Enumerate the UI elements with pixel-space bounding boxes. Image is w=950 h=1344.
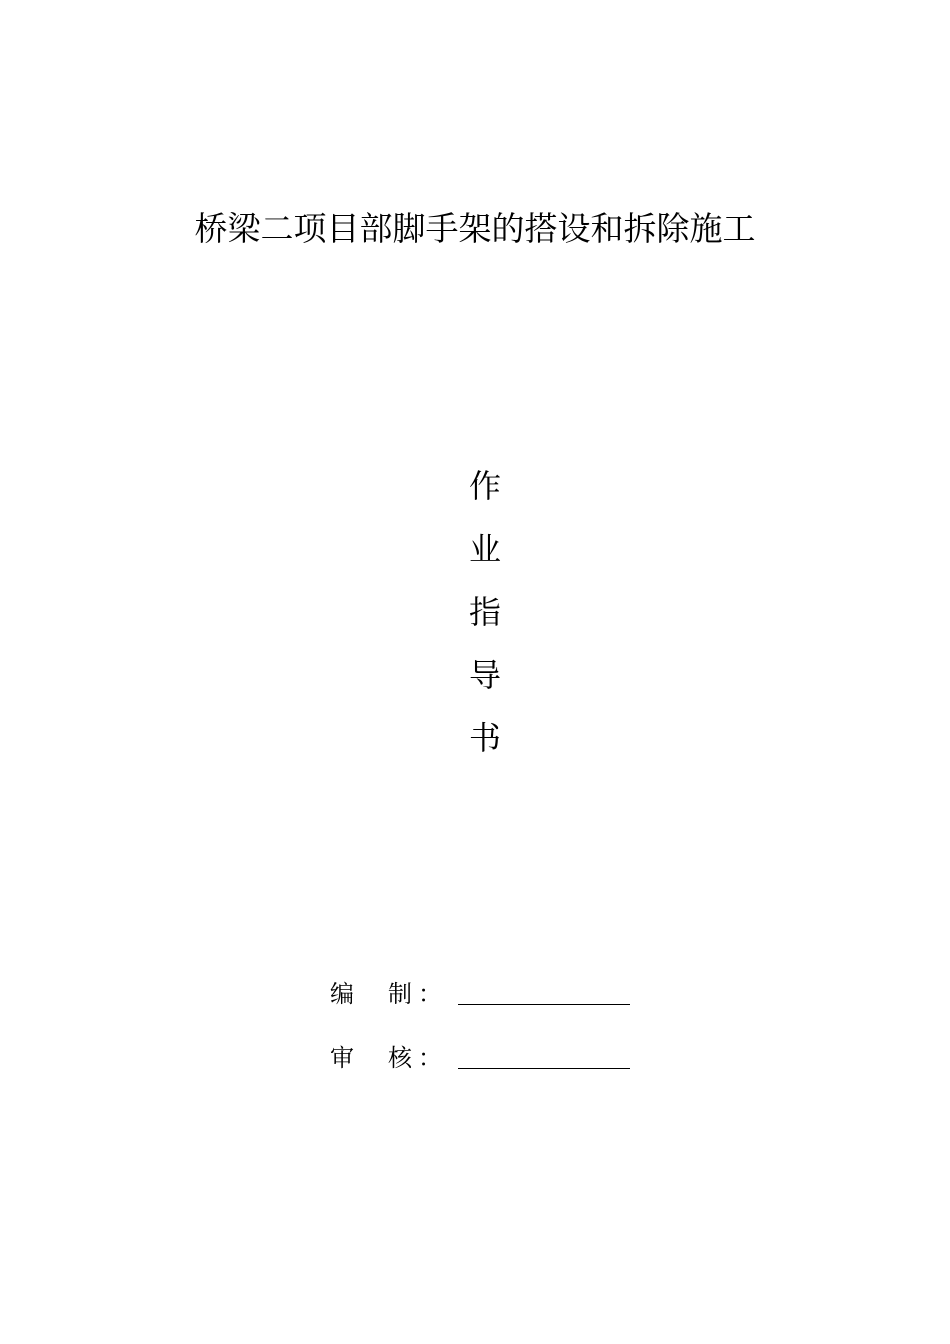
compiled-by-blank-line xyxy=(458,1004,630,1005)
reviewed-by-row xyxy=(330,1038,650,1078)
subtitle-char: 作 xyxy=(468,467,501,505)
subtitle-char: 指 xyxy=(468,593,501,631)
subtitle-char: 业 xyxy=(468,530,501,568)
document-title: 桥梁二项目部脚手架的搭设和拆除施工 xyxy=(194,209,756,248)
compiled-by-row xyxy=(330,974,650,1014)
subtitle-char: 导 xyxy=(468,656,501,694)
vertical-subtitle xyxy=(450,455,520,770)
reviewed-by-label: 审 核 ： xyxy=(330,1044,442,1072)
compiled-by-label: 编 制 ： xyxy=(330,980,442,1008)
reviewed-by-blank-line xyxy=(458,1068,630,1069)
subtitle-char: 书 xyxy=(468,719,501,757)
